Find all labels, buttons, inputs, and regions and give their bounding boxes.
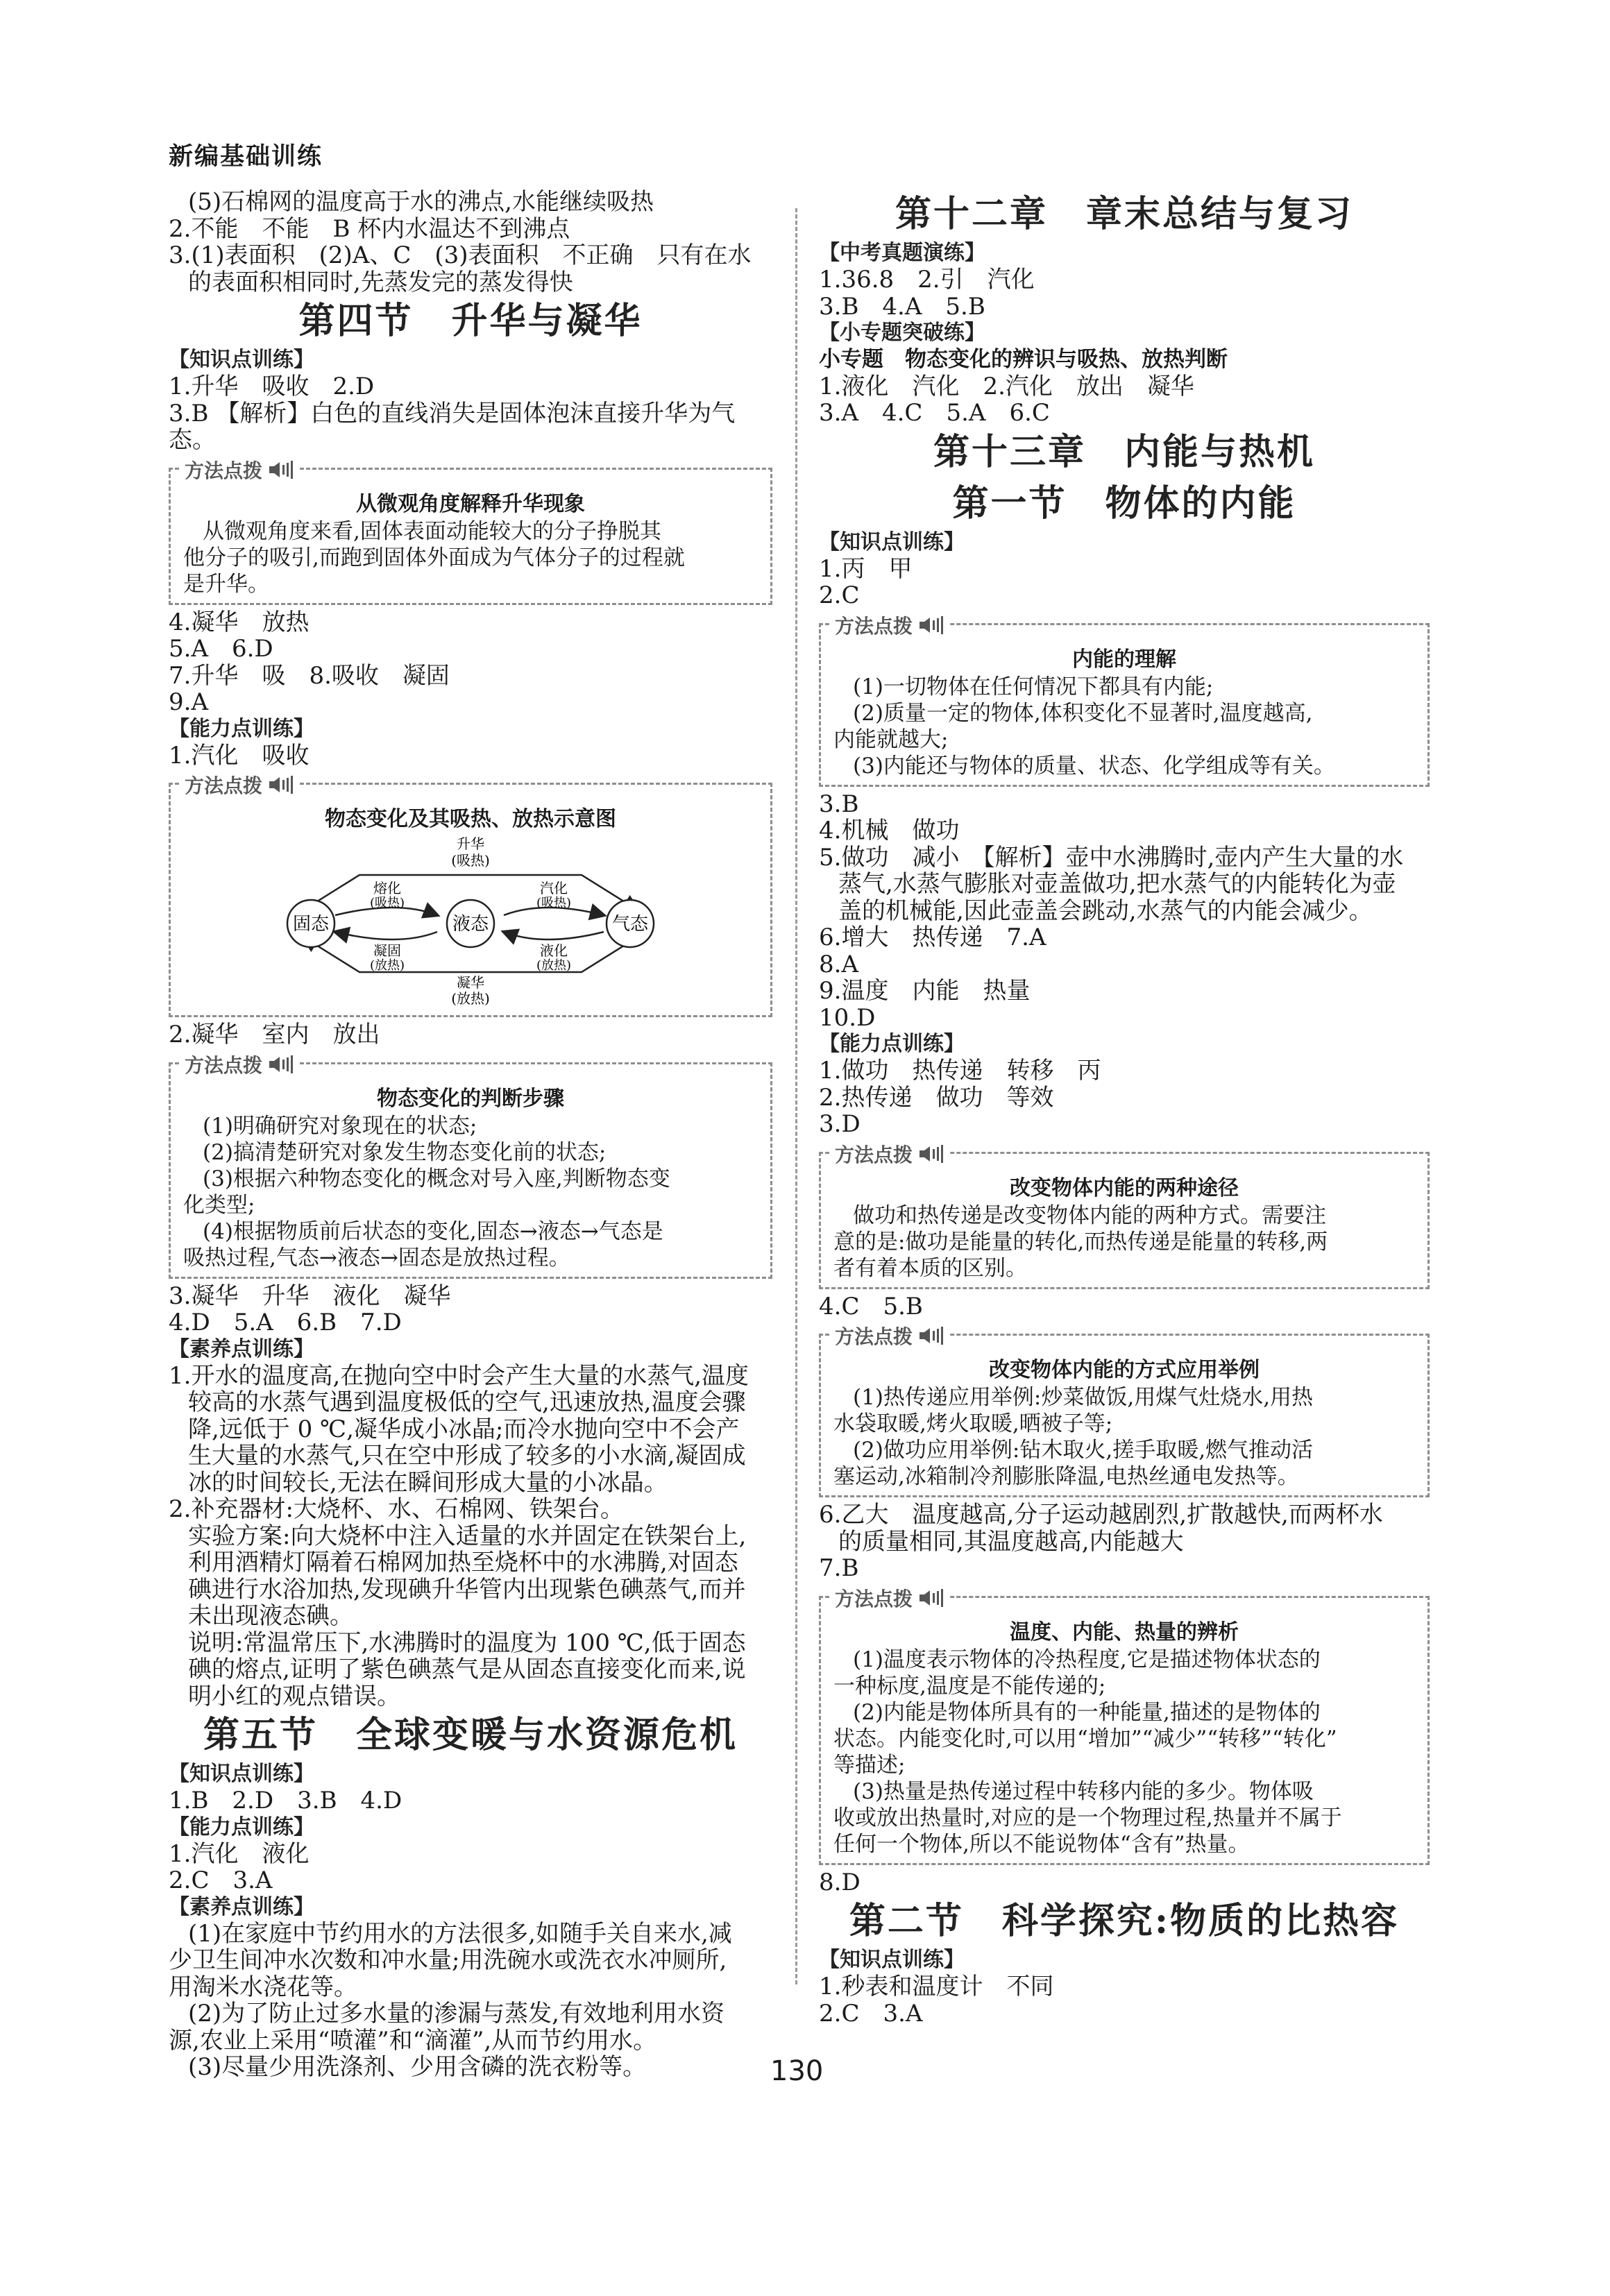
method-box-line: 塞运动,冰箱制冷剂膨胀降温,电热丝通电发热等。 bbox=[833, 1464, 1299, 1489]
method-box-line: (1)热传递应用举例:炒菜做饭,用煤气灶烧水,用热 bbox=[853, 1385, 1314, 1410]
answer-line: 9.温度 内能 热量 bbox=[819, 977, 1031, 1005]
method-tag-label: 方法点拨 bbox=[835, 614, 913, 638]
answer-line: 1.汽化 吸收 bbox=[169, 741, 310, 769]
topic-heading: 小专题 物态变化的辨识与吸热、放热判断 bbox=[819, 347, 1228, 372]
answer-line: 4.机械 做功 bbox=[819, 817, 960, 844]
answer-line: 3.B 【解析】白色的直线消失是固体泡沫直接升华为气态。 bbox=[169, 399, 736, 454]
method-box-line: 吸热过程,气态→液态→固态是放热过程。 bbox=[183, 1245, 570, 1270]
answer-line: 实验方案:向大烧杯中注入适量的水并固定在铁架台上, bbox=[188, 1522, 747, 1550]
answer-line: 2.补充器材:大烧杯、水、石棉网、铁架台。 bbox=[169, 1495, 624, 1523]
method-box bbox=[819, 614, 1430, 787]
answer-line: 7.B bbox=[819, 1554, 859, 1582]
answer-line: 说明:常温常压下,水沸腾时的温度为 100 ℃,低于固态 bbox=[188, 1629, 746, 1657]
answer-line: 2.不能 不能 B 杯内水温达不到沸点 bbox=[169, 214, 570, 243]
answer-line: 明小红的观点错误。 bbox=[188, 1682, 400, 1710]
answer-line: 1.升华 吸收 2.D bbox=[169, 373, 375, 400]
section-tag: 【能力点训练】 bbox=[819, 1032, 965, 1056]
column-divider bbox=[795, 208, 797, 1984]
answer-line: 未出现液态碘。 bbox=[188, 1602, 353, 1630]
section-tag: 【素养点训练】 bbox=[169, 1894, 314, 1919]
method-box-line: (3)内能还与物体的质量、状态、化学组成等有关。 bbox=[853, 753, 1335, 779]
method-tag bbox=[829, 1584, 950, 1612]
vaporization-sub: (吸热) bbox=[536, 896, 572, 910]
section-tag: 【知识点训练】 bbox=[819, 1948, 965, 1972]
solidification-sub: (放热) bbox=[369, 958, 405, 973]
section-title: 第五节 全球变暖与水资源危机 bbox=[203, 1714, 738, 1756]
chapter-title: 第十二章 章末总结与复习 bbox=[895, 193, 1353, 235]
speaker-icon bbox=[918, 1145, 944, 1163]
method-box-line: 等描述; bbox=[833, 1752, 906, 1778]
answer-line: 生大量的水蒸气,只在空中形成了较多的小水滴,凝固成 bbox=[188, 1442, 746, 1470]
answer-line: 8.D bbox=[819, 1868, 861, 1896]
gas-label: 气态 bbox=[611, 914, 649, 935]
method-box-title: 物态变化的判断步骤 bbox=[377, 1086, 564, 1111]
answer-line: 冰的时间较长,无法在瞬间形成大量的小冰晶。 bbox=[188, 1468, 668, 1497]
answer-line: 1.液化 汽化 2.汽化 放出 凝华 bbox=[819, 372, 1194, 400]
method-box bbox=[819, 1325, 1430, 1497]
answer-line: 4.D 5.A 6.B 7.D bbox=[169, 1309, 402, 1336]
answer-line: 源,农业上采用“喷灌”和“滴灌”,从而节约用水。 bbox=[169, 2026, 657, 2055]
method-box-title: 内能的理解 bbox=[1072, 647, 1176, 672]
melting-sub: (吸热) bbox=[369, 896, 405, 910]
section-tag: 【知识点训练】 bbox=[169, 1762, 314, 1786]
answer-line: 蒸气,水蒸气膨胀对壶盖做功,把水蒸气的内能转化为壶 bbox=[838, 870, 1396, 898]
melting-label: 熔化 bbox=[373, 880, 401, 896]
answer-line: (1)在家庭中节约用水的方法很多,如随手关自来水,减 bbox=[188, 1919, 732, 1948]
answer-line: 盖的机械能,因此壶盖会跳动,水蒸气的内能会减少。 bbox=[838, 896, 1373, 925]
state-change-svg bbox=[255, 833, 686, 1007]
sublimation-sub: (吸热) bbox=[451, 852, 490, 869]
method-tag bbox=[829, 1140, 950, 1168]
answer-line: 3.B bbox=[819, 790, 859, 818]
method-box-line: 是升华。 bbox=[183, 571, 269, 597]
method-tag-label: 方法点拨 bbox=[185, 774, 263, 797]
method-box-line: 意的是:做功是能量的转化,而热传递是能量的转移,两 bbox=[833, 1229, 1328, 1255]
method-box bbox=[819, 1587, 1430, 1865]
method-box-line: (1)温度表示物体的冷热程度,它是描述物体状态的 bbox=[853, 1647, 1321, 1672]
method-box-line: (4)根据物质前后状态的变化,固态→液态→气态是 bbox=[203, 1218, 663, 1244]
section-tag: 【素养点训练】 bbox=[169, 1336, 314, 1361]
answer-line: 9.A bbox=[169, 688, 208, 716]
answer-line: 1.B 2.D 3.B 4.D bbox=[169, 1787, 402, 1814]
method-box-line: 一种标度,温度是不能传递的; bbox=[833, 1673, 1106, 1699]
page-number: 130 bbox=[770, 2055, 824, 2087]
answer-line: 2.凝华 室内 放出 bbox=[169, 1021, 380, 1048]
answer-line: 的表面积相同时,先蒸发完的蒸发得快 bbox=[188, 268, 573, 296]
method-box-line: 从微观角度来看,固体表面动能较大的分子挣脱其 bbox=[203, 518, 661, 544]
answer-line: 1.开水的温度高,在抛向空中时会产生大量的水蒸气,温度 bbox=[169, 1361, 749, 1390]
answer-line: 8.A bbox=[819, 950, 858, 978]
answer-line: 3.D bbox=[819, 1110, 861, 1138]
answer-line: (3)尽量少用洗涤剂、少用含磷的洗衣粉等。 bbox=[188, 2053, 647, 2081]
speaker-icon bbox=[918, 1327, 944, 1345]
method-box-line: (1)一切物体在任何情况下都具有内能; bbox=[853, 674, 1214, 699]
answer-line: 7.升华 吸 8.吸收 凝固 bbox=[169, 661, 450, 690]
section-tag: 【小专题突破练】 bbox=[819, 321, 985, 345]
answer-line: 5.做功 减小 【解析】壶中水沸腾时,壶内产生大量的水 bbox=[819, 843, 1404, 871]
deposition-label: 凝华 bbox=[457, 974, 484, 991]
method-box-title: 物态变化及其吸热、放热示意图 bbox=[325, 807, 616, 831]
answer-line: 1.做功 热传递 转移 丙 bbox=[819, 1057, 1101, 1085]
method-box-title: 从微观角度解释升华现象 bbox=[356, 491, 585, 516]
method-tag-label: 方法点拨 bbox=[185, 459, 263, 482]
method-tag-label: 方法点拨 bbox=[835, 1143, 913, 1166]
method-box-line: 内能就越大; bbox=[833, 726, 949, 752]
method-box-line: 做功和热传递是改变物体内能的两种方式。需要注 bbox=[853, 1202, 1326, 1228]
running-head: 新编基础训练 bbox=[169, 143, 323, 171]
answer-line: 2.热传递 做功 等效 bbox=[819, 1083, 1054, 1112]
liquefaction-label: 液化 bbox=[540, 942, 568, 959]
method-box-line: (2)做功应用举例:钻木取火,搓手取暖,燃气推动活 bbox=[853, 1438, 1314, 1463]
answer-line: 4.凝华 放热 bbox=[169, 608, 310, 636]
method-box-line: (2)质量一定的物体,体积变化不显著时,温度越高, bbox=[853, 700, 1313, 726]
answer-line: 1.汽化 液化 bbox=[169, 1839, 310, 1868]
method-box-line: (3)热量是热传递过程中转移内能的多少。物体吸 bbox=[853, 1778, 1314, 1804]
answer-line: 1.丙 甲 bbox=[819, 554, 913, 583]
method-box bbox=[169, 459, 772, 605]
method-box bbox=[169, 774, 772, 1017]
answer-line: 3.A 4.C 5.A 6.C bbox=[819, 399, 1050, 427]
liquid-label: 液态 bbox=[452, 914, 489, 935]
answer-line: 降,远低于 0 ℃,凝华成小冰晶;而冷水抛向空中不会产 bbox=[188, 1415, 740, 1443]
method-box bbox=[819, 1143, 1430, 1289]
method-tag-label: 方法点拨 bbox=[835, 1587, 913, 1610]
answer-line: 6.增大 热传递 7.A bbox=[819, 924, 1046, 951]
answer-line: 2.C bbox=[819, 581, 860, 609]
method-box-title: 改变物体内能的两种途径 bbox=[1010, 1175, 1239, 1200]
method-box-line: 他分子的吸引,而跑到固体外面成为气体分子的过程就 bbox=[183, 545, 685, 570]
answer-line: 的质量相同,其温度越高,内能越大 bbox=[838, 1527, 1184, 1556]
answer-line: 6.乙大 温度越高,分子运动越剧烈,扩散越快,而两杯水 bbox=[819, 1501, 1383, 1529]
speaker-icon bbox=[268, 776, 294, 794]
answer-line: 少卫生间冲水次数和冲水量;用洗碗水或洗衣水冲厕所, bbox=[169, 1946, 727, 1974]
section-tag: 【中考真题演练】 bbox=[819, 241, 985, 265]
method-tag bbox=[179, 771, 300, 799]
liquefaction-sub: (放热) bbox=[536, 958, 572, 973]
answer-line: 用淘米水浇花等。 bbox=[169, 1973, 357, 2001]
solid-label: 固态 bbox=[292, 914, 330, 935]
method-box-title: 改变物体内能的方式应用举例 bbox=[989, 1358, 1260, 1382]
answer-line: 1.秒表和温度计 不同 bbox=[819, 1973, 1054, 2000]
speaker-icon bbox=[268, 1055, 294, 1073]
method-box-line: 任何一个物体,所以不能说物体“含有”热量。 bbox=[833, 1831, 1250, 1857]
vaporization-label: 汽化 bbox=[540, 880, 568, 896]
section-tag: 【能力点训练】 bbox=[169, 1814, 314, 1839]
state-change-diagram bbox=[183, 833, 758, 1010]
method-box-line: 状态。内能变化时,可以用“增加”“减少”“转移”“转化” bbox=[833, 1726, 1337, 1751]
speaker-icon bbox=[918, 616, 944, 634]
deposition-sub: (放热) bbox=[451, 990, 490, 1007]
method-tag-label: 方法点拨 bbox=[185, 1053, 263, 1077]
answer-line: 5.A 6.D bbox=[169, 635, 273, 663]
speaker-icon bbox=[918, 1589, 944, 1607]
sublimation-label: 升华 bbox=[457, 835, 484, 852]
answer-line: 3.B 4.A 5.B bbox=[819, 292, 985, 321]
left-column bbox=[169, 189, 772, 2081]
method-box bbox=[169, 1053, 772, 1279]
solidification-label: 凝固 bbox=[373, 942, 401, 959]
section-tag: 【知识点训练】 bbox=[169, 348, 314, 372]
speaker-icon bbox=[268, 461, 294, 479]
method-tag-label: 方法点拨 bbox=[835, 1325, 913, 1348]
answer-line: 1.36.8 2.引 汽化 bbox=[819, 266, 1035, 294]
method-box-line: (2)内能是物体所具有的一种能量,描述的是物体的 bbox=[853, 1699, 1321, 1725]
chapter-title: 第十三章 内能与热机 bbox=[933, 430, 1315, 473]
method-tag bbox=[829, 1322, 950, 1350]
answer-line: 碘进行水浴加热,发现碘升华管内出现紫色碘蒸气,而并 bbox=[188, 1575, 746, 1604]
section-title: 第二节 科学探究:物质的比热容 bbox=[849, 1900, 1400, 1942]
answer-line: (5)石棉网的温度高于水的沸点,水能继续吸热 bbox=[188, 188, 654, 216]
method-box-title: 温度、内能、热量的辨析 bbox=[1010, 1619, 1239, 1644]
section-tag: 【能力点训练】 bbox=[169, 716, 314, 741]
solidification-arrow bbox=[335, 932, 437, 939]
section-title: 第一节 物体的内能 bbox=[952, 482, 1296, 525]
method-box-line: (3)根据六种物态变化的概念对号入座,判断物态变 bbox=[203, 1166, 670, 1191]
right-column bbox=[819, 189, 1430, 2027]
method-box-line: 水袋取暖,烤火取暖,晒被子等; bbox=[833, 1411, 1113, 1436]
method-box-line: (2)搞清楚研究对象发生物态变化前的状态; bbox=[203, 1139, 607, 1165]
answer-line: 10.D bbox=[819, 1003, 876, 1032]
liquefaction-arrow bbox=[504, 932, 604, 939]
answer-line: 3.凝华 升华 液化 凝华 bbox=[169, 1282, 451, 1310]
answer-line: (2)为了防止过多水量的渗漏与蒸发,有效地利用水资 bbox=[188, 2000, 724, 2027]
answer-line: 碘的熔点,证明了紫色碘蒸气是从固态直接变化而来,说 bbox=[188, 1656, 746, 1683]
method-box-line: 者有着本质的区别。 bbox=[833, 1255, 1027, 1281]
answer-line: 3.(1)表面积 (2)A、C (3)表面积 不正确 只有在水 bbox=[169, 241, 752, 269]
method-box-line: (1)明确研究对象现在的状态; bbox=[203, 1113, 477, 1139]
answer-line: 2.C 3.A bbox=[169, 1866, 273, 1894]
answer-line: 利用酒精灯隔着石棉网加热至烧杯中的水沸腾,对固态 bbox=[188, 1549, 738, 1576]
answer-line: 较高的水蒸气遇到温度极低的空气,迅速放热,温度会骤 bbox=[188, 1388, 746, 1416]
section-tag: 【知识点训练】 bbox=[819, 529, 965, 554]
section-title: 第四节 升华与凝华 bbox=[298, 300, 643, 342]
method-tag bbox=[179, 1051, 300, 1078]
method-box-line: 收或放出热量时,对应的是一个物理过程,热量并不属于 bbox=[833, 1805, 1342, 1830]
method-tag bbox=[179, 456, 300, 484]
method-box-line: 化类型; bbox=[183, 1192, 255, 1218]
method-tag bbox=[829, 611, 950, 639]
answer-line: 4.C 5.B bbox=[819, 1292, 923, 1320]
answer-line: 2.C 3.A bbox=[819, 1999, 923, 2027]
